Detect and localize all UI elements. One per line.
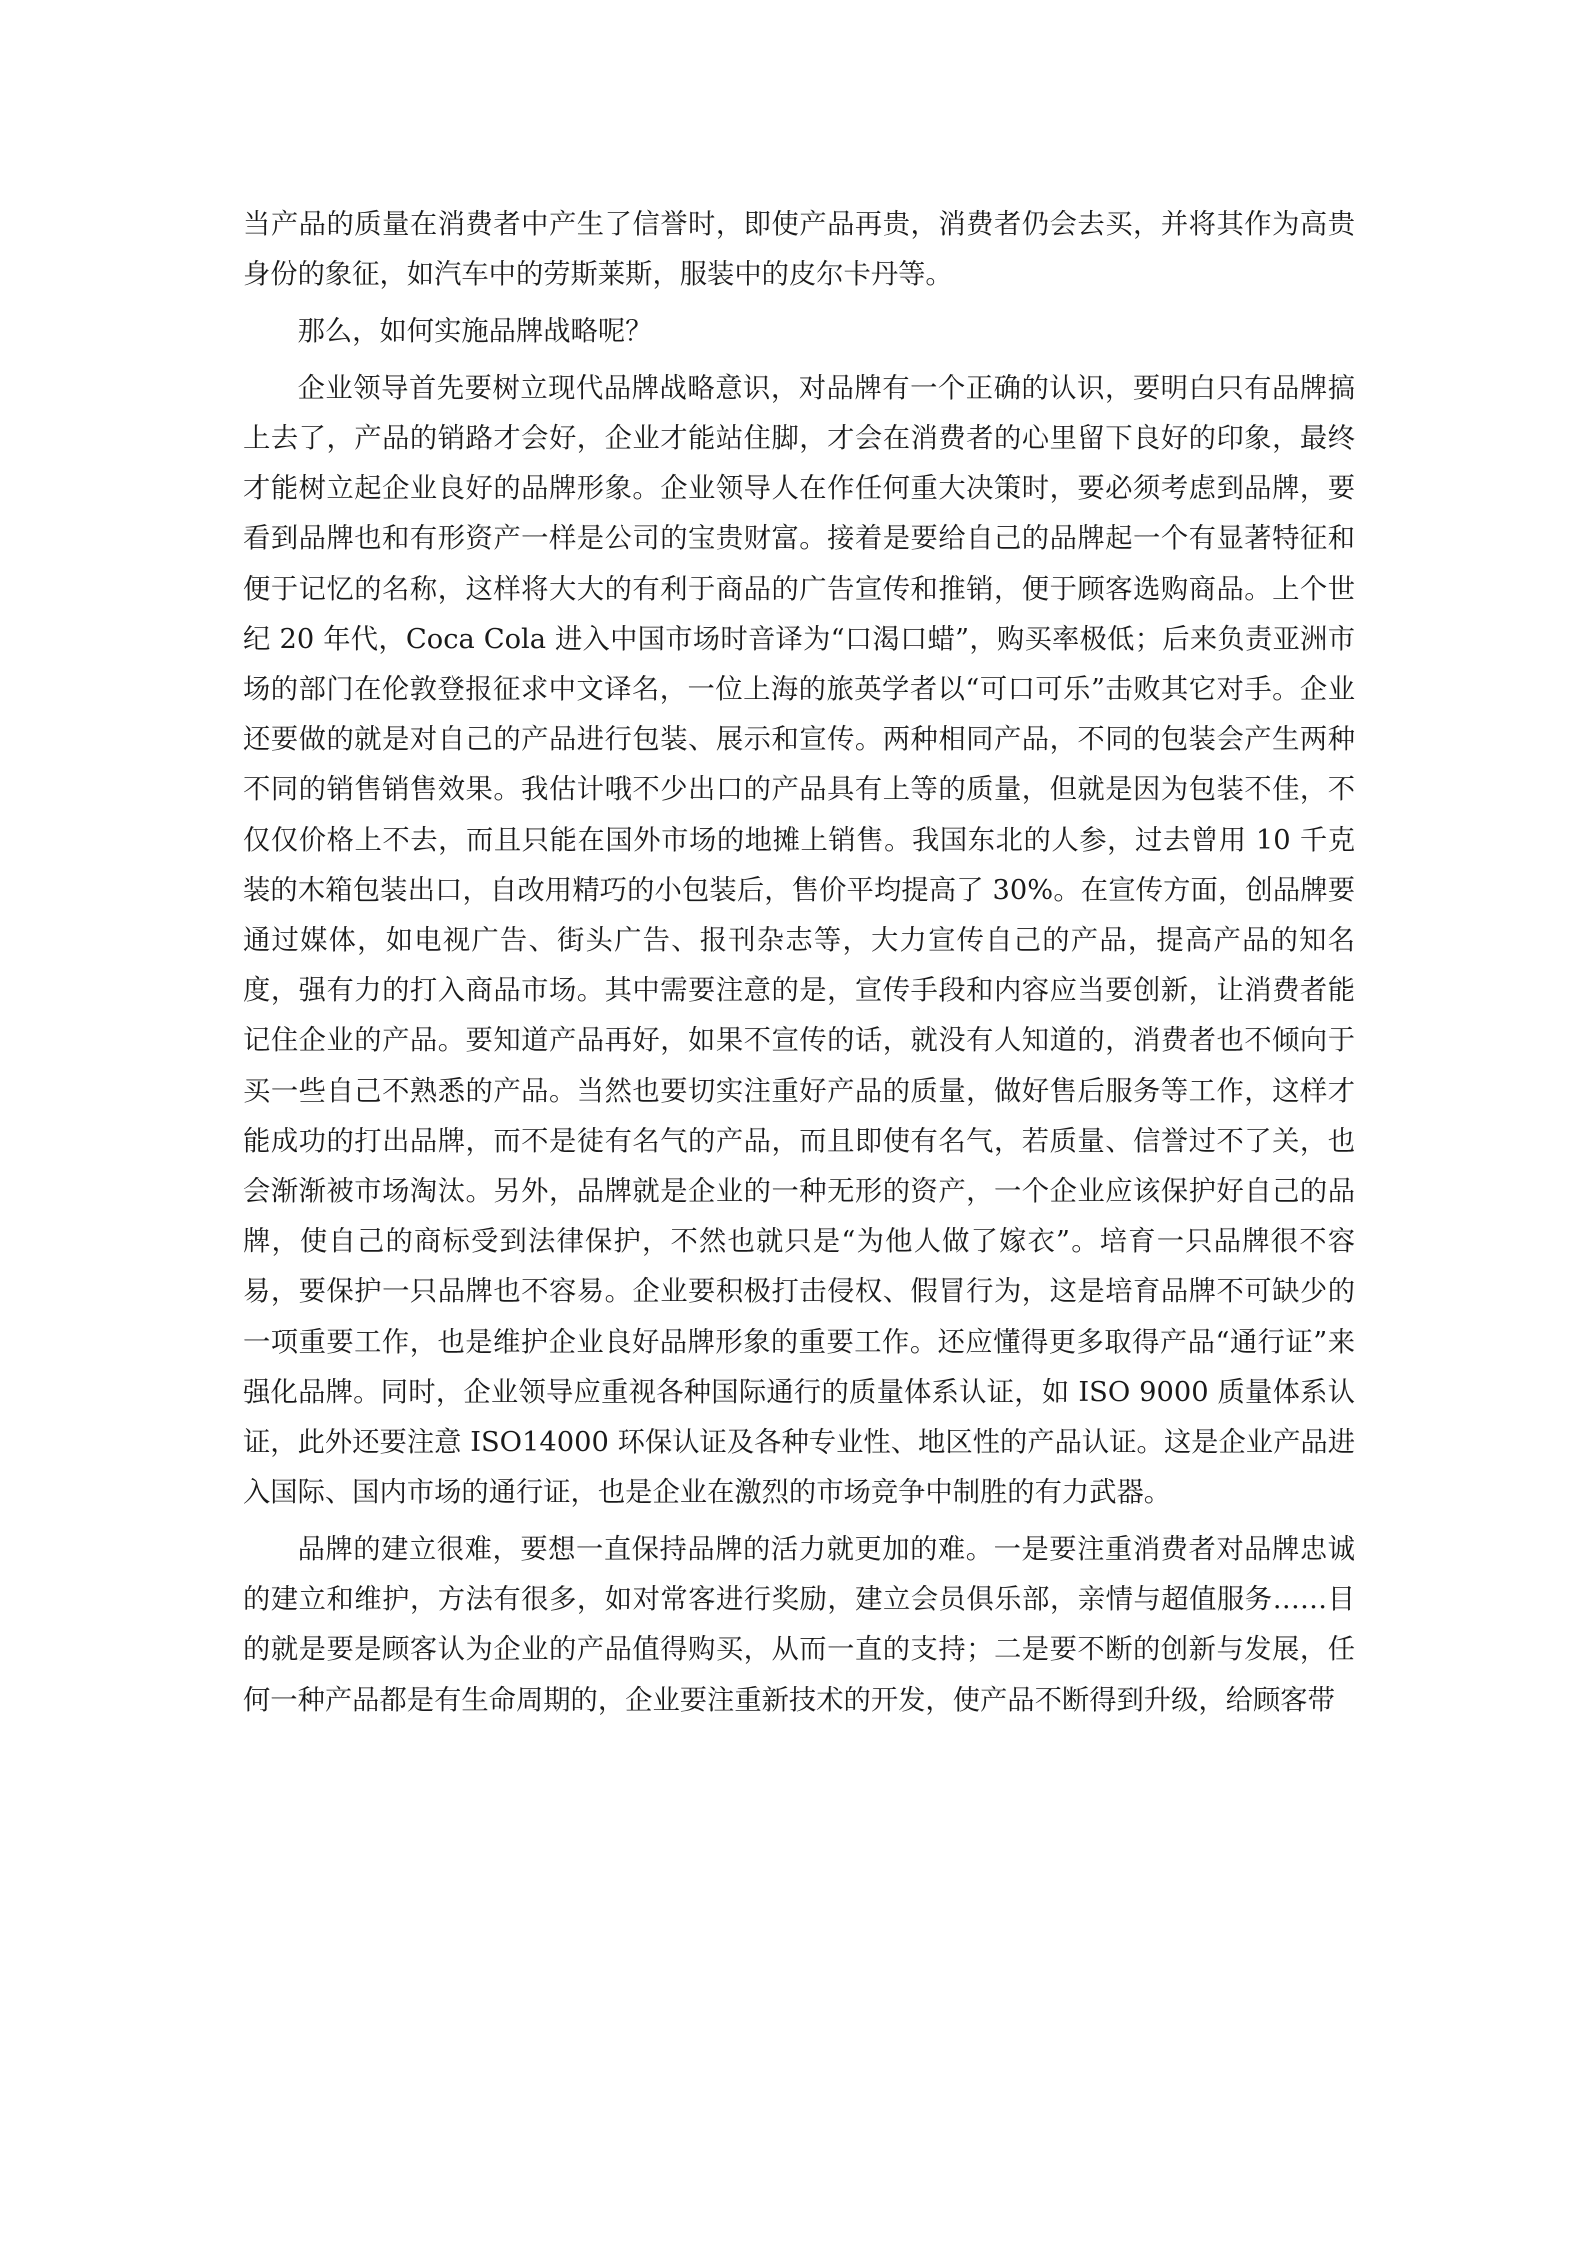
body-text	[243, 200, 1355, 1732]
paragraph-3: 企业领导首先要树立现代品牌战略意识，对品牌有一个正确的认识，要明白只有品牌搞上去了，产品的销路才会好，企业才能站住脚，才会在消费者的心里留下良好的印象，最终才能树立起企业良好的品牌形象。企业领导人在作任何重大决策时，要必须考虑到品牌，要看到品牌也和有形资产一样是公司的宝贵财富。接着是要给自己的品牌起一个有显著特征和便于记忆的名称，这样将大大的有利于商品的广告宣传和推销，便于顾客选购商品。上个世纪 20 年代，Coca Cola 进入中国市场时音译为“口渴口蜡”，购买率极低；后来负责亚洲市场的部门在伦敦登报征求中文译名，一位上海的旅英学者以“可口可乐”击败其它对手。企业还要做的就是对自己的产品进行包装、展示和宣传。两种相同产品，不同的包装会产生两种不同的销售销售效果。我估计哦不少出口的产品具有上等的质量，但就是因为包装不佳，不仅仅价格上不去，而且只能在国外市场的地摊上销售。我国东北的人参，过去曾用 10 千克装的木箱包装出口，自改用精巧的小包装后，售价平均提高了 30%。在宣传方面，创品牌要通过媒体，如电视广告、街头广告、报刊杂志等，大力宣传自己的产品，提高产品的知名度，强有力的打入商品市场。其中需要注意的是，宣传手段和内容应当要创新，让消费者能记住企业的产品。要知道产品再好，如果不宣传的话，就没有人知道的，消费者也不倾向于买一些自己不熟悉的产品。当然也要切实注重好产品的质量，做好售后服务等工作，这样才能成功的打出品牌，而不是徒有名气的产品，而且即使有名气，若质量、信誉过不了关，也会渐渐被市场淘汰。另外，品牌就是企业的一种无形的资产，一个企业应该保护好自己的品牌，使自己的商标受到法律保护，不然也就只是“为他人做了嫁衣”。培育一只品牌很不容易，要保护一只品牌也不容易。企业要积极打击侵权、假冒行为，这是培育品牌不可缺少的一项重要工作，也是维护企业良好品牌形象的重要工作。还应懂得更多取得产品“通行证”来强化品牌。同时，企业领导应重视各种国际通行的质量体系认证，如 ISO 9000 质量体系认证，此外还要注意 ISO14000 环保认证及各种专业性、地区性的产品认证。这是企业产品进入国际、国内市场的通行证，也是企业在激烈的市场竞争中制胜的有力武器。	[243, 372, 1355, 1509]
paragraph-2: 那么，如何实施品牌战略呢？	[297, 316, 653, 347]
paragraph-4: 品牌的建立很难，要想一直保持品牌的活力就更加的难。一是要注重消费者对品牌忠诚的建立和维护，方法有很多，如对常客进行奖励，建立会员俱乐部，亲情与超值服务……目的就是要是顾客认为企业的产品值得购买，从而一直的支持；二是要不断的创新与发展，任何一种产品都是有生命周期的，企业要注重新技术的开发，使产品不断得到升级，给顾客带	[243, 1534, 1355, 1716]
paragraph-1: 当产品的质量在消费者中产生了信誉时，即使产品再贵，消费者仍会去买，并将其作为高贵身份的象征，如汽车中的劳斯莱斯，服装中的皮尔卡丹等。	[243, 209, 1355, 291]
